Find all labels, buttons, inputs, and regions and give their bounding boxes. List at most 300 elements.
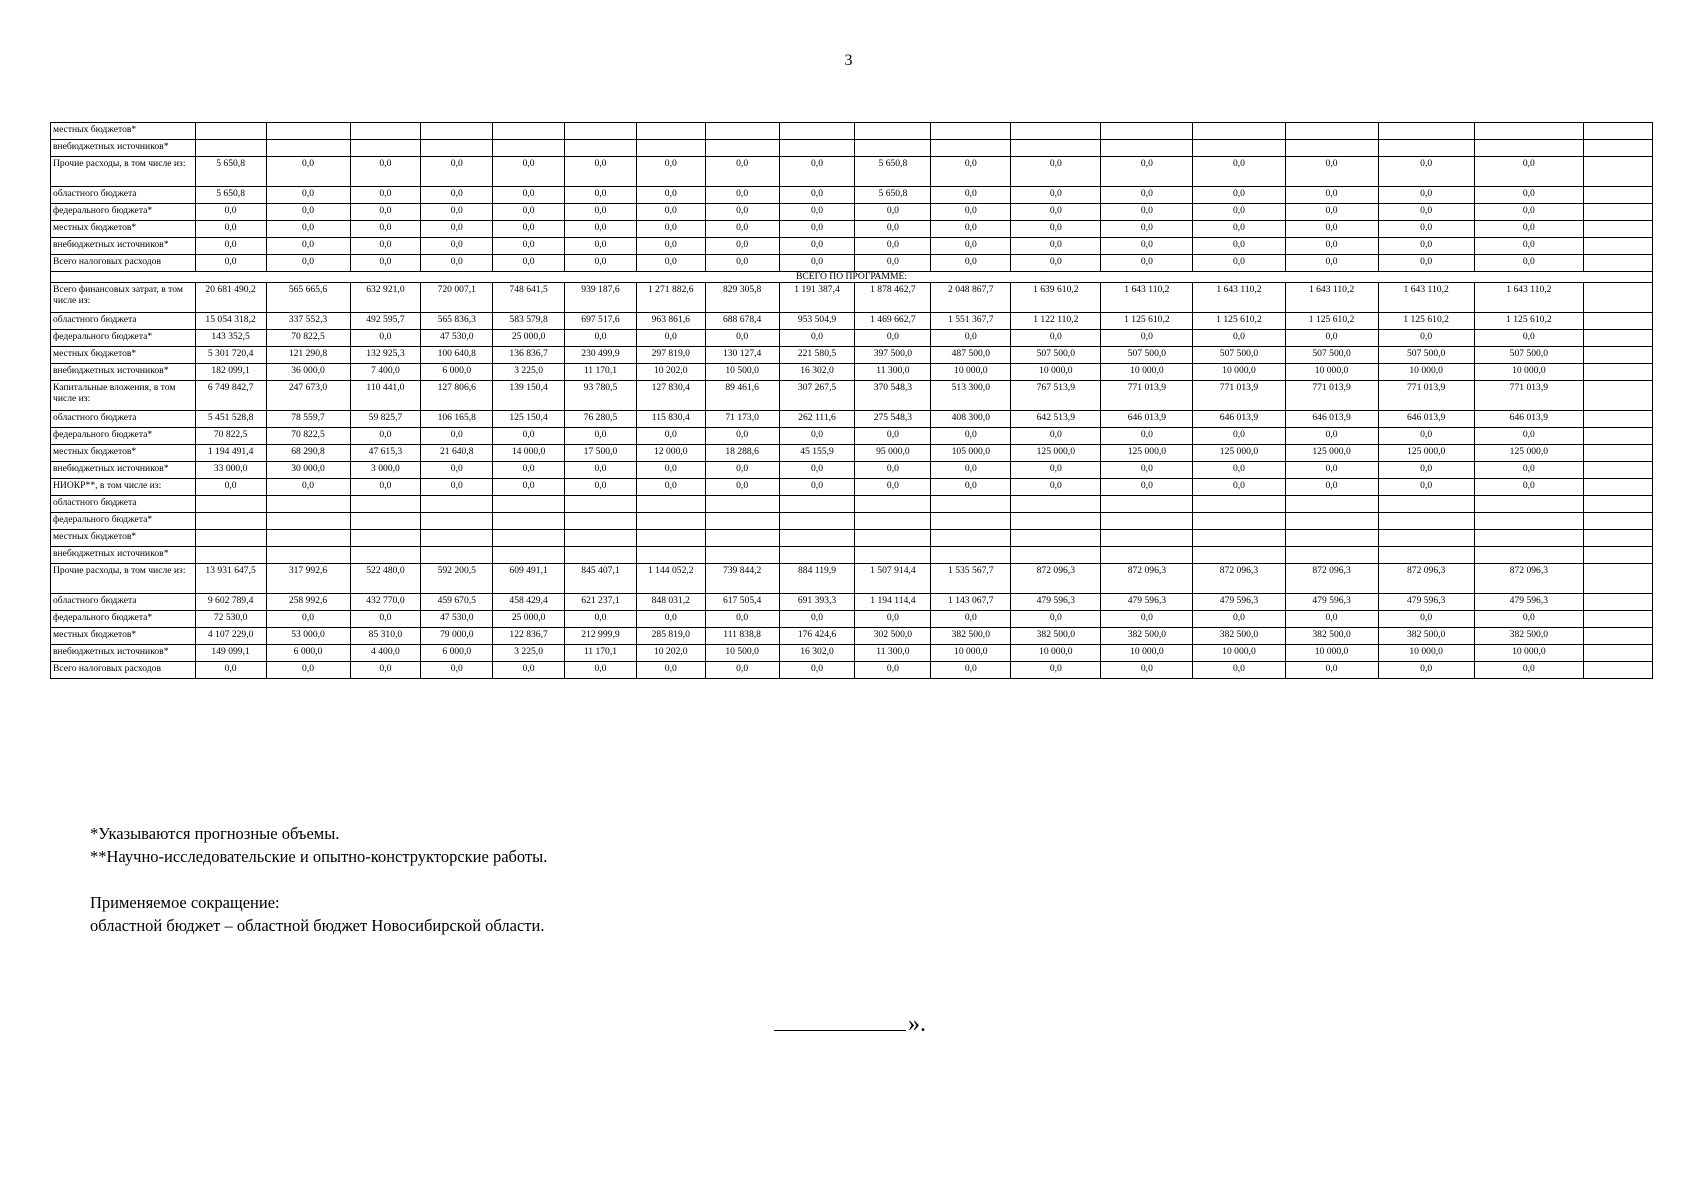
value-cell: 5 650,8 (855, 157, 931, 187)
value-cell (1584, 445, 1653, 462)
row-label: федерального бюджета* (51, 204, 196, 221)
value-cell: 0,0 (1474, 255, 1583, 272)
value-cell: 0,0 (931, 204, 1011, 221)
value-cell (565, 123, 637, 140)
value-cell: 0,0 (493, 221, 565, 238)
value-cell: 10 500,0 (705, 645, 779, 662)
value-cell (1584, 364, 1653, 381)
value-cell (350, 123, 421, 140)
value-cell: 382 500,0 (1285, 628, 1378, 645)
value-cell: 0,0 (1285, 187, 1378, 204)
value-cell: 0,0 (636, 157, 705, 187)
value-cell: 565 836,3 (421, 313, 493, 330)
value-cell: 0,0 (636, 462, 705, 479)
value-cell (636, 140, 705, 157)
row-label: Всего налоговых расходов (51, 662, 196, 679)
value-cell: 89 461,6 (705, 381, 779, 411)
value-cell (1584, 662, 1653, 679)
value-cell (1101, 140, 1193, 157)
value-cell: 3 225,0 (493, 364, 565, 381)
value-cell: 848 031,2 (636, 594, 705, 611)
row-label: Всего налоговых расходов (51, 255, 196, 272)
value-cell: 1 271 882,6 (636, 283, 705, 313)
value-cell: 0,0 (1474, 238, 1583, 255)
value-cell (195, 530, 266, 547)
value-cell (266, 140, 350, 157)
value-cell (1285, 547, 1378, 564)
value-cell: 0,0 (565, 221, 637, 238)
value-cell: 11 170,1 (565, 364, 637, 381)
value-cell: 212 999,9 (565, 628, 637, 645)
value-cell: 0,0 (350, 255, 421, 272)
table-row (51, 204, 1653, 221)
value-cell: 0,0 (421, 204, 493, 221)
value-cell: 10 000,0 (1193, 364, 1285, 381)
value-cell: 522 480,0 (350, 564, 421, 594)
value-cell: 0,0 (266, 157, 350, 187)
abbreviation-title: Применяемое сокращение: (90, 893, 280, 912)
value-cell (1584, 594, 1653, 611)
value-cell: 130 127,4 (705, 347, 779, 364)
value-cell: 0,0 (350, 221, 421, 238)
value-cell: 0,0 (565, 157, 637, 187)
value-cell: 16 302,0 (779, 645, 855, 662)
value-cell: 0,0 (705, 187, 779, 204)
table-row (51, 272, 1653, 283)
value-cell: 0,0 (1011, 479, 1101, 496)
value-cell: 0,0 (705, 221, 779, 238)
value-cell (1011, 547, 1101, 564)
value-cell: 0,0 (1474, 428, 1583, 445)
value-cell: 565 665,6 (266, 283, 350, 313)
row-label: областного бюджета (51, 187, 196, 204)
row-label: областного бюджета (51, 313, 196, 330)
value-cell: 76 280,5 (565, 411, 637, 428)
value-cell: 47 530,0 (421, 330, 493, 347)
value-cell (1011, 123, 1101, 140)
value-cell: 0,0 (855, 204, 931, 221)
value-cell: 10 000,0 (1378, 364, 1474, 381)
value-cell (1101, 547, 1193, 564)
value-cell: 0,0 (266, 255, 350, 272)
value-cell (1285, 140, 1378, 157)
value-cell (565, 530, 637, 547)
value-cell (931, 123, 1011, 140)
value-cell (1378, 140, 1474, 157)
value-cell: 0,0 (779, 204, 855, 221)
value-cell: 646 013,9 (1101, 411, 1193, 428)
value-cell (1101, 530, 1193, 547)
value-cell: 767 513,9 (1011, 381, 1101, 411)
value-cell: 2 048 867,7 (931, 283, 1011, 313)
value-cell (565, 496, 637, 513)
value-cell (1584, 283, 1653, 313)
table-row (51, 645, 1653, 662)
value-cell: 872 096,3 (1193, 564, 1285, 594)
value-cell: 6 000,0 (421, 364, 493, 381)
value-cell: 0,0 (1285, 479, 1378, 496)
row-label: местных бюджетов* (51, 347, 196, 364)
row-label: Всего финансовых затрат, в том числе из: (51, 283, 196, 313)
row-label: внебюджетных источников* (51, 462, 196, 479)
value-cell: 10 000,0 (1011, 364, 1101, 381)
value-cell: 0,0 (636, 662, 705, 679)
value-cell: 697 517,6 (565, 313, 637, 330)
value-cell (1193, 547, 1285, 564)
table-row (51, 462, 1653, 479)
value-cell (1193, 513, 1285, 530)
value-cell: 0,0 (705, 255, 779, 272)
value-cell: 0,0 (266, 204, 350, 221)
value-cell: 0,0 (1011, 662, 1101, 679)
value-cell: 0,0 (931, 255, 1011, 272)
value-cell (1474, 140, 1583, 157)
row-label: местных бюджетов* (51, 445, 196, 462)
value-cell: 10 000,0 (931, 645, 1011, 662)
value-cell: 458 429,4 (493, 594, 565, 611)
value-cell (195, 123, 266, 140)
value-cell: 247 673,0 (266, 381, 350, 411)
value-cell: 125 000,0 (1474, 445, 1583, 462)
value-cell: 93 780,5 (565, 381, 637, 411)
value-cell: 0,0 (565, 204, 637, 221)
value-cell: 0,0 (636, 611, 705, 628)
section-heading: ВСЕГО ПО ПРОГРАММЕ: (51, 272, 1653, 283)
value-cell: 10 000,0 (1285, 364, 1378, 381)
value-cell: 10 202,0 (636, 364, 705, 381)
value-cell (931, 496, 1011, 513)
value-cell: 0,0 (1193, 611, 1285, 628)
value-cell: 70 822,5 (195, 428, 266, 445)
value-cell: 0,0 (855, 428, 931, 445)
value-cell: 0,0 (705, 428, 779, 445)
value-cell: 0,0 (855, 479, 931, 496)
value-cell: 13 931 647,5 (195, 564, 266, 594)
value-cell: 125 150,4 (493, 411, 565, 428)
value-cell: 382 500,0 (1474, 628, 1583, 645)
value-cell: 105 000,0 (931, 445, 1011, 462)
value-cell: 0,0 (636, 221, 705, 238)
value-cell: 0,0 (266, 611, 350, 628)
value-cell: 3 225,0 (493, 645, 565, 662)
value-cell: 0,0 (1378, 428, 1474, 445)
value-cell: 0,0 (195, 238, 266, 255)
value-cell: 479 596,3 (1101, 594, 1193, 611)
value-cell: 0,0 (565, 255, 637, 272)
value-cell: 382 500,0 (1101, 628, 1193, 645)
value-cell (636, 123, 705, 140)
value-cell: 0,0 (855, 611, 931, 628)
row-label: областного бюджета (51, 411, 196, 428)
value-cell: 583 579,8 (493, 313, 565, 330)
row-label: местных бюджетов* (51, 628, 196, 645)
value-cell: 0,0 (1193, 157, 1285, 187)
value-cell: 10 500,0 (705, 364, 779, 381)
value-cell (565, 140, 637, 157)
value-cell: 0,0 (779, 662, 855, 679)
value-cell (855, 496, 931, 513)
value-cell: 72 530,0 (195, 611, 266, 628)
row-label: местных бюджетов* (51, 123, 196, 140)
value-cell: 230 499,9 (565, 347, 637, 364)
value-cell: 1 878 462,7 (855, 283, 931, 313)
value-cell: 0,0 (1011, 330, 1101, 347)
value-cell: 0,0 (1193, 479, 1285, 496)
value-cell (855, 123, 931, 140)
value-cell: 646 013,9 (1474, 411, 1583, 428)
value-cell (1584, 204, 1653, 221)
value-cell: 408 300,0 (931, 411, 1011, 428)
row-label: Капитальные вложения, в том числе из: (51, 381, 196, 411)
value-cell: 0,0 (1378, 479, 1474, 496)
value-cell (1584, 187, 1653, 204)
value-cell (636, 513, 705, 530)
value-cell (1584, 462, 1653, 479)
value-cell: 0,0 (350, 662, 421, 679)
value-cell: 513 300,0 (931, 381, 1011, 411)
value-cell: 0,0 (493, 462, 565, 479)
value-cell (1584, 479, 1653, 496)
value-cell (1011, 496, 1101, 513)
value-cell: 0,0 (1101, 662, 1193, 679)
value-cell: 127 806,6 (421, 381, 493, 411)
value-cell (1584, 564, 1653, 594)
value-cell (1378, 123, 1474, 140)
value-cell (705, 496, 779, 513)
value-cell: 0,0 (636, 479, 705, 496)
value-cell: 1 143 067,7 (931, 594, 1011, 611)
value-cell: 382 500,0 (1011, 628, 1101, 645)
value-cell (779, 140, 855, 157)
value-cell (350, 496, 421, 513)
value-cell: 771 013,9 (1474, 381, 1583, 411)
table-row (51, 381, 1653, 411)
value-cell: 492 595,7 (350, 313, 421, 330)
value-cell: 0,0 (1285, 428, 1378, 445)
value-cell: 0,0 (1474, 157, 1583, 187)
value-cell: 125 000,0 (1285, 445, 1378, 462)
value-cell: 47 615,3 (350, 445, 421, 462)
value-cell (931, 140, 1011, 157)
value-cell (1285, 513, 1378, 530)
value-cell: 0,0 (350, 187, 421, 204)
value-cell: 0,0 (1101, 157, 1193, 187)
table-row (51, 347, 1653, 364)
value-cell: 0,0 (636, 428, 705, 445)
value-cell: 0,0 (705, 662, 779, 679)
table-row (51, 611, 1653, 628)
value-cell: 0,0 (931, 238, 1011, 255)
value-cell (779, 547, 855, 564)
budget-table (50, 122, 1653, 679)
value-cell: 0,0 (1101, 462, 1193, 479)
value-cell: 14 000,0 (493, 445, 565, 462)
value-cell (350, 530, 421, 547)
value-cell: 0,0 (779, 479, 855, 496)
value-cell: 0,0 (1474, 479, 1583, 496)
value-cell (1193, 140, 1285, 157)
value-cell: 1 125 610,2 (1474, 313, 1583, 330)
value-cell: 53 000,0 (266, 628, 350, 645)
value-cell: 20 681 490,2 (195, 283, 266, 313)
value-cell: 25 000,0 (493, 330, 565, 347)
value-cell: 4 107 229,0 (195, 628, 266, 645)
value-cell: 0,0 (1474, 204, 1583, 221)
value-cell: 1 125 610,2 (1193, 313, 1285, 330)
value-cell: 17 500,0 (565, 445, 637, 462)
value-cell: 0,0 (493, 238, 565, 255)
value-cell: 0,0 (1474, 187, 1583, 204)
value-cell: 0,0 (779, 187, 855, 204)
value-cell (931, 513, 1011, 530)
value-cell: 592 200,5 (421, 564, 493, 594)
value-cell: 125 000,0 (1378, 445, 1474, 462)
value-cell: 78 559,7 (266, 411, 350, 428)
row-label: НИОКР**, в том числе из: (51, 479, 196, 496)
value-cell: 0,0 (931, 221, 1011, 238)
value-cell (1474, 547, 1583, 564)
value-cell: 111 838,8 (705, 628, 779, 645)
value-cell: 0,0 (1193, 255, 1285, 272)
value-cell: 0,0 (705, 204, 779, 221)
value-cell: 1 535 567,7 (931, 564, 1011, 594)
value-cell: 0,0 (1474, 462, 1583, 479)
value-cell: 0,0 (350, 157, 421, 187)
value-cell: 0,0 (1011, 462, 1101, 479)
value-cell: 5 451 528,8 (195, 411, 266, 428)
table-row (51, 594, 1653, 611)
value-cell: 0,0 (636, 238, 705, 255)
value-cell: 479 596,3 (1378, 594, 1474, 611)
value-cell: 0,0 (421, 479, 493, 496)
value-cell: 0,0 (855, 238, 931, 255)
row-label: внебюджетных источников* (51, 547, 196, 564)
value-cell: 45 155,9 (779, 445, 855, 462)
value-cell: 0,0 (1011, 187, 1101, 204)
value-cell: 872 096,3 (1378, 564, 1474, 594)
value-cell: 382 500,0 (1193, 628, 1285, 645)
value-cell: 0,0 (266, 479, 350, 496)
value-cell: 771 013,9 (1285, 381, 1378, 411)
value-cell (421, 496, 493, 513)
table-row (51, 140, 1653, 157)
value-cell: 0,0 (1193, 187, 1285, 204)
value-cell: 4 400,0 (350, 645, 421, 662)
value-cell: 10 000,0 (1474, 645, 1583, 662)
value-cell: 0,0 (350, 330, 421, 347)
value-cell (705, 547, 779, 564)
value-cell (195, 140, 266, 157)
value-cell: 691 393,3 (779, 594, 855, 611)
value-cell: 127 830,4 (636, 381, 705, 411)
closing-mark (774, 1008, 926, 1038)
value-cell: 125 000,0 (1101, 445, 1193, 462)
value-cell: 0,0 (266, 238, 350, 255)
value-cell: 11 170,1 (565, 645, 637, 662)
value-cell (1101, 496, 1193, 513)
value-cell: 0,0 (1101, 428, 1193, 445)
value-cell: 10 000,0 (1474, 364, 1583, 381)
value-cell: 16 302,0 (779, 364, 855, 381)
value-cell: 0,0 (636, 187, 705, 204)
value-cell: 21 640,8 (421, 445, 493, 462)
value-cell: 0,0 (1011, 611, 1101, 628)
value-cell (1011, 513, 1101, 530)
value-cell: 0,0 (565, 662, 637, 679)
value-cell: 0,0 (931, 157, 1011, 187)
value-cell (1193, 123, 1285, 140)
value-cell (195, 513, 266, 530)
value-cell: 609 491,1 (493, 564, 565, 594)
value-cell: 0,0 (421, 238, 493, 255)
value-cell (493, 496, 565, 513)
value-cell: 125 000,0 (1193, 445, 1285, 462)
value-cell: 688 678,4 (705, 313, 779, 330)
value-cell: 0,0 (1378, 204, 1474, 221)
value-cell: 0,0 (1285, 255, 1378, 272)
value-cell (1378, 513, 1474, 530)
value-cell: 317 992,6 (266, 564, 350, 594)
row-label: внебюджетных источников* (51, 364, 196, 381)
value-cell: 125 000,0 (1011, 445, 1101, 462)
value-cell: 1 125 610,2 (1285, 313, 1378, 330)
value-cell: 11 300,0 (855, 645, 931, 662)
table-row (51, 221, 1653, 238)
value-cell: 0,0 (705, 157, 779, 187)
value-cell (931, 547, 1011, 564)
value-cell: 0,0 (493, 157, 565, 187)
value-cell (1584, 530, 1653, 547)
row-label: местных бюджетов* (51, 530, 196, 547)
value-cell: 0,0 (1285, 238, 1378, 255)
value-cell: 95 000,0 (855, 445, 931, 462)
value-cell: 0,0 (931, 611, 1011, 628)
table-row (51, 662, 1653, 679)
value-cell (1285, 496, 1378, 513)
value-cell: 0,0 (195, 204, 266, 221)
value-cell: 132 925,3 (350, 347, 421, 364)
value-cell: 258 992,6 (266, 594, 350, 611)
value-cell: 0,0 (931, 462, 1011, 479)
table-row (51, 547, 1653, 564)
value-cell: 33 000,0 (195, 462, 266, 479)
value-cell: 0,0 (1285, 221, 1378, 238)
row-label: федерального бюджета* (51, 611, 196, 628)
value-cell: 0,0 (779, 462, 855, 479)
value-cell: 884 119,9 (779, 564, 855, 594)
value-cell: 0,0 (1474, 662, 1583, 679)
value-cell: 1 643 110,2 (1285, 283, 1378, 313)
value-cell (195, 547, 266, 564)
value-cell: 0,0 (636, 204, 705, 221)
value-cell: 0,0 (1101, 221, 1193, 238)
value-cell: 632 921,0 (350, 283, 421, 313)
value-cell: 0,0 (493, 428, 565, 445)
table-row (51, 411, 1653, 428)
value-cell (421, 140, 493, 157)
value-cell: 121 290,8 (266, 347, 350, 364)
table-row (51, 187, 1653, 204)
value-cell (493, 530, 565, 547)
value-cell (421, 513, 493, 530)
value-cell: 0,0 (705, 611, 779, 628)
value-cell (705, 140, 779, 157)
value-cell (779, 123, 855, 140)
value-cell: 0,0 (350, 204, 421, 221)
value-cell: 0,0 (931, 662, 1011, 679)
value-cell: 0,0 (565, 479, 637, 496)
value-cell: 285 819,0 (636, 628, 705, 645)
